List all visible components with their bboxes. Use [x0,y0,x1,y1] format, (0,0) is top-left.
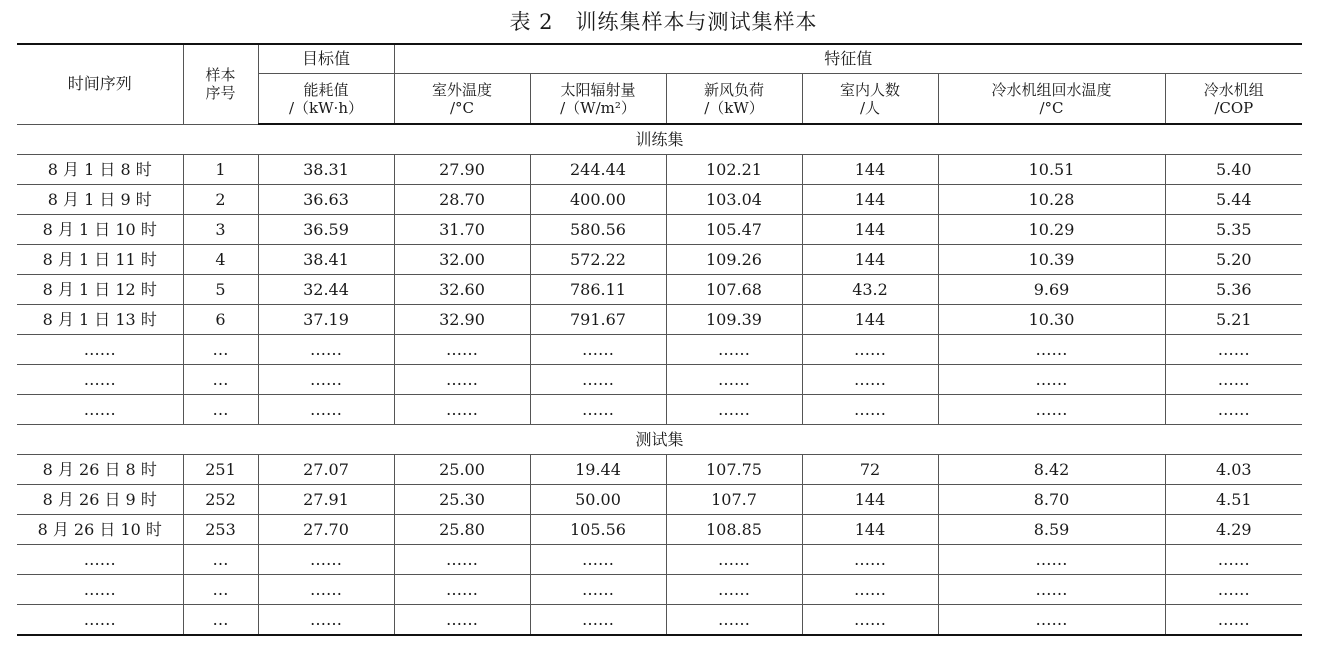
table-row [17,155,1302,185]
column-header-unit: /（kW·h） [289,98,363,117]
table-cell: 32.00 [394,245,530,275]
table-cell: …… [530,575,666,605]
table-cell: 144 [802,245,938,275]
table-cell: 105.56 [530,515,666,545]
table-cell: 3 [183,215,258,245]
table-cell: 32.44 [258,275,394,305]
table-cell: 144 [802,215,938,245]
table-cell: …… [1165,575,1302,605]
table-cell: 25.30 [394,485,530,515]
table-cell: 27.07 [258,455,394,485]
table-cell: 36.59 [258,215,394,245]
table-cell: …… [17,395,183,425]
table-cell: 8.59 [938,515,1165,545]
table-cell: 38.31 [258,155,394,185]
table-cell: …… [938,545,1165,575]
table-cell: 4.03 [1165,455,1302,485]
table-cell: …… [530,395,666,425]
table-cell: …… [530,365,666,395]
table-cell: 103.04 [666,185,802,215]
table-cell: 10.29 [938,215,1165,245]
column-header-name: 新风负荷 [703,80,764,99]
table-cell: 8 月 1 日 9 时 [17,185,183,215]
table-cell: …… [938,365,1165,395]
header-target-group: 目标值 [258,44,394,74]
table-cell: 253 [183,515,258,545]
header-time-seq: 时间序列 [17,44,183,124]
table-cell: …… [1165,365,1302,395]
table-cell: …… [394,545,530,575]
table-cell: …… [530,605,666,636]
table-cell: 244.44 [530,155,666,185]
table-cell: …… [1165,335,1302,365]
table-cell: …… [666,605,802,636]
table-row [17,605,1302,636]
table-cell: 107.7 [666,485,802,515]
table-cell: 8 月 26 日 8 时 [17,455,183,485]
column-header-name: 冷水机组 [1203,80,1264,99]
table-cell: 9.69 [938,275,1165,305]
table-cell: …… [17,575,183,605]
table-cell: …… [666,335,802,365]
table-cell: 791.67 [530,305,666,335]
table-cell: 5.21 [1165,305,1302,335]
table-row [17,365,1302,395]
table-cell: 8 月 26 日 10 时 [17,515,183,545]
table-cell: …… [938,395,1165,425]
table-cell: 109.26 [666,245,802,275]
header-sample-no-line2: 序号 [205,84,236,103]
table-cell: 25.00 [394,455,530,485]
table-cell: 5.44 [1165,185,1302,215]
table-cell: 8 月 1 日 11 时 [17,245,183,275]
column-header-unit: /人 [859,98,881,117]
section-title: 测试集 [17,425,1302,455]
table-cell: 400.00 [530,185,666,215]
table-cell: 8.70 [938,485,1165,515]
table-cell: 108.85 [666,515,802,545]
table-cell: 38.41 [258,245,394,275]
table-cell: 102.21 [666,155,802,185]
table-cell: …… [530,545,666,575]
table-cell: 31.70 [394,215,530,245]
table-cell: 27.90 [394,155,530,185]
table-cell: … [183,575,258,605]
table-cell: 8 月 26 日 9 时 [17,485,183,515]
table-cell: …… [802,335,938,365]
table-cell: …… [258,395,394,425]
table-cell: 10.39 [938,245,1165,275]
table-cell: …… [802,545,938,575]
table-cell: 8 月 1 日 13 时 [17,305,183,335]
table-cell: 8 月 1 日 8 时 [17,155,183,185]
table-cell: … [183,605,258,636]
table-cell: 4.51 [1165,485,1302,515]
table-cell: 25.80 [394,515,530,545]
table-cell: 105.47 [666,215,802,245]
section-title: 训练集 [17,124,1302,155]
table-cell: 5.20 [1165,245,1302,275]
table-cell: 5 [183,275,258,305]
table-row [17,305,1302,335]
table-cell: …… [938,575,1165,605]
table-cell: 32.60 [394,275,530,305]
table-cell: 4.29 [1165,515,1302,545]
table-cell: 5.40 [1165,155,1302,185]
table-cell: 109.39 [666,305,802,335]
table-cell: 43.2 [802,275,938,305]
table-cell: …… [258,575,394,605]
table-row [17,395,1302,425]
column-header-unit: /COP [1214,98,1254,117]
table-cell: …… [666,395,802,425]
column-header [530,74,666,125]
table-cell: 50.00 [530,485,666,515]
table-cell: …… [802,395,938,425]
table-row [17,545,1302,575]
table-cell: 10.28 [938,185,1165,215]
table-cell: …… [802,605,938,636]
table-cell: …… [938,605,1165,636]
table-cell: …… [394,605,530,636]
column-header-unit: /°C [1039,98,1064,117]
table-cell: 580.56 [530,215,666,245]
table-cell: …… [802,365,938,395]
table-cell: 144 [802,485,938,515]
table-row [17,575,1302,605]
table-cell: …… [394,365,530,395]
table-cell: 144 [802,515,938,545]
table-cell: … [183,395,258,425]
table-cell: …… [394,575,530,605]
table-cell: 107.75 [666,455,802,485]
header-sample-no [183,44,258,124]
table-cell: 10.30 [938,305,1165,335]
table-cell: …… [1165,395,1302,425]
table-cell: 144 [802,155,938,185]
table-cell: …… [17,545,183,575]
table-cell: …… [666,575,802,605]
table-cell: … [183,335,258,365]
table-cell: …… [394,395,530,425]
table-cell: 32.90 [394,305,530,335]
table-row [17,485,1302,515]
column-header-name: 室内人数 [839,80,900,99]
table-cell: …… [258,545,394,575]
table-cell: …… [666,545,802,575]
table-row [17,335,1302,365]
table-cell: 8 月 1 日 10 时 [17,215,183,245]
table-cell: …… [394,335,530,365]
table-cell: …… [802,575,938,605]
table-cell: …… [258,335,394,365]
table-cell: 8 月 1 日 12 时 [17,275,183,305]
column-header [938,74,1165,125]
column-header-name: 室外温度 [431,80,492,99]
table-caption: 表 2 训练集样本与测试集样本 [509,10,818,34]
table-cell: …… [258,605,394,636]
table-cell: 251 [183,455,258,485]
header-sample-no-line1: 样本 [205,66,236,85]
table-cell: 28.70 [394,185,530,215]
table-cell: 19.44 [530,455,666,485]
table-cell: 144 [802,305,938,335]
column-header [666,74,802,125]
table-cell: 10.51 [938,155,1165,185]
column-header [802,74,938,125]
table-row [17,515,1302,545]
table-cell: 4 [183,245,258,275]
table-cell: …… [938,335,1165,365]
table-cell: …… [258,365,394,395]
table-cell: 2 [183,185,258,215]
column-header [258,74,394,125]
table-row [17,455,1302,485]
table-row [17,245,1302,275]
table-cell: 27.70 [258,515,394,545]
column-header [1165,74,1302,125]
table-row [17,275,1302,305]
table-cell: 27.91 [258,485,394,515]
table-cell: …… [17,335,183,365]
table-cell: …… [1165,545,1302,575]
header-feature-group: 特征值 [394,44,1302,74]
table-cell: …… [17,605,183,636]
table-cell: …… [1165,605,1302,636]
column-header-unit: /（kW） [704,98,764,117]
table-cell: 5.35 [1165,215,1302,245]
table-cell: 572.22 [530,245,666,275]
column-header-unit: /°C [449,98,475,117]
table-cell: 36.63 [258,185,394,215]
column-header [394,74,530,125]
table-row [17,215,1302,245]
samples-table [17,43,1302,636]
table-cell: 252 [183,485,258,515]
table-cell: 72 [802,455,938,485]
table-cell: … [183,545,258,575]
table-cell: … [183,365,258,395]
table-cell: 144 [802,185,938,215]
table-row [17,185,1302,215]
column-header-name: 冷水机组回水温度 [991,80,1112,99]
table-cell: 1 [183,155,258,185]
column-header-name: 太阳辐射量 [560,80,636,99]
table-cell: …… [530,335,666,365]
table-cell: …… [666,365,802,395]
column-header-name: 能耗值 [303,80,349,99]
table-cell: 8.42 [938,455,1165,485]
table-cell: …… [17,365,183,395]
table-cell: 6 [183,305,258,335]
table-cell: 786.11 [530,275,666,305]
table-cell: 107.68 [666,275,802,305]
table-cell: 37.19 [258,305,394,335]
table-cell: 5.36 [1165,275,1302,305]
column-header-unit: /（W/m²） [560,98,636,117]
